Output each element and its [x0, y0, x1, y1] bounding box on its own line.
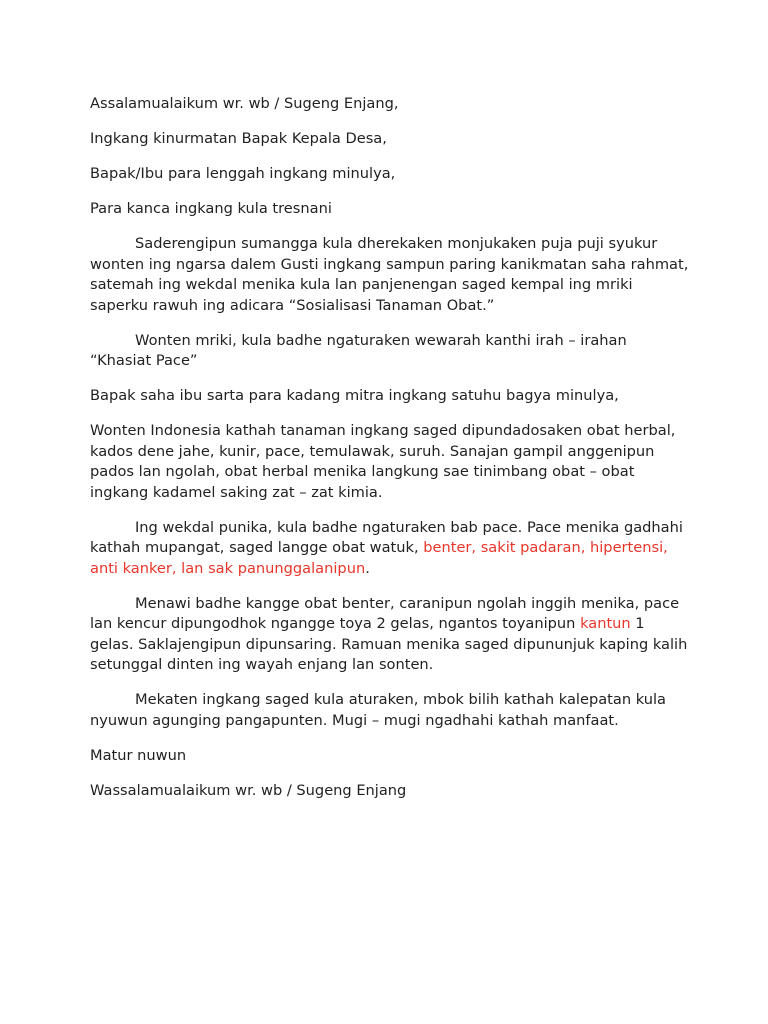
address-paragraph: Bapak saha ibu sarta para kadang mitra ingkang satuhu bagya minulya, [90, 387, 619, 404]
topic-paragraph: Wonten mriki, kula badhe ngaturaken wewarah kanthi irah – irahan “Khasiat Pace” [90, 331, 627, 369]
greeting-paragraph: Assalamualaikum wr. wb / Sugeng Enjang, [90, 95, 399, 112]
recipe-text-end: 1 gelas. Saklajengipun dipunsaring. Ramuan menika saged dipununjuk kaping kalih setunggal dinten ing wayah enjang lan sonten. [90, 615, 688, 673]
salutation-friends: Para kanca ingkang kula tresnani [90, 200, 332, 217]
salutation-village-head: Ingkang kinurmatan Bapak Kepala Desa, [90, 130, 387, 147]
document-body [90, 94, 690, 816]
pace-benefits-text: Ing wekdal punika, kula badhe ngaturaken bab pace. Pace menika gadhahi kathah mupangat, saged langge obat watuk, [90, 518, 683, 556]
herbal-paragraph: Wonten Indonesia kathah tanaman ingkang saged dipundadosaken obat herbal, kados dene jahe, kunir, pace, temulawak, suruh. Sanajan gampil anggenipun pados lan ngolah, obat herbal menika langkung sae tinimbang obat – obat ingkang kadamel saking zat – zat kimia. [90, 422, 676, 501]
thanks-paragraph: Matur nuwun [90, 746, 187, 764]
farewell-paragraph: Wassalamualaikum wr. wb / Sugeng Enjang [90, 781, 407, 799]
recipe-paragraph [90, 594, 690, 676]
pace-benefits-paragraph [90, 518, 690, 580]
recipe-text-start: Menawi badhe kangge obat benter, caranipun ngolah inggih menika, pace lan kencur dipungodhok ngangge toya 2 gelas, ngantos toyanipun [90, 594, 680, 632]
salutation-audience: Bapak/Ibu para lenggah ingkang minulya, [90, 165, 396, 182]
opening-paragraph: Saderengipun sumangga kula dherekaken monjukaken puja puji syukur wonten ing ngarsa dalem Gusti ingkang sampun paring kanikmatan saha rahmat, satemah ing wekdal menika kula lan panjenengan saged kempal ing mriki saperku rawuh ing adicara “Sosialisasi Tanaman Obat.” [90, 235, 689, 314]
closing-paragraph: Mekaten ingkang saged kula aturaken, mbok bilih kathah kalepatan kula nyuwun agunging pangapunten. Mugi – mugi ngadhahi kathah manfaat. [90, 691, 666, 729]
pace-benefits-highlight: benter, sakit padaran, hipertensi, anti kanker, lan sak panunggalanipun [90, 539, 668, 577]
recipe-highlight: kantun [580, 615, 631, 632]
pace-benefits-end: . [365, 559, 370, 577]
